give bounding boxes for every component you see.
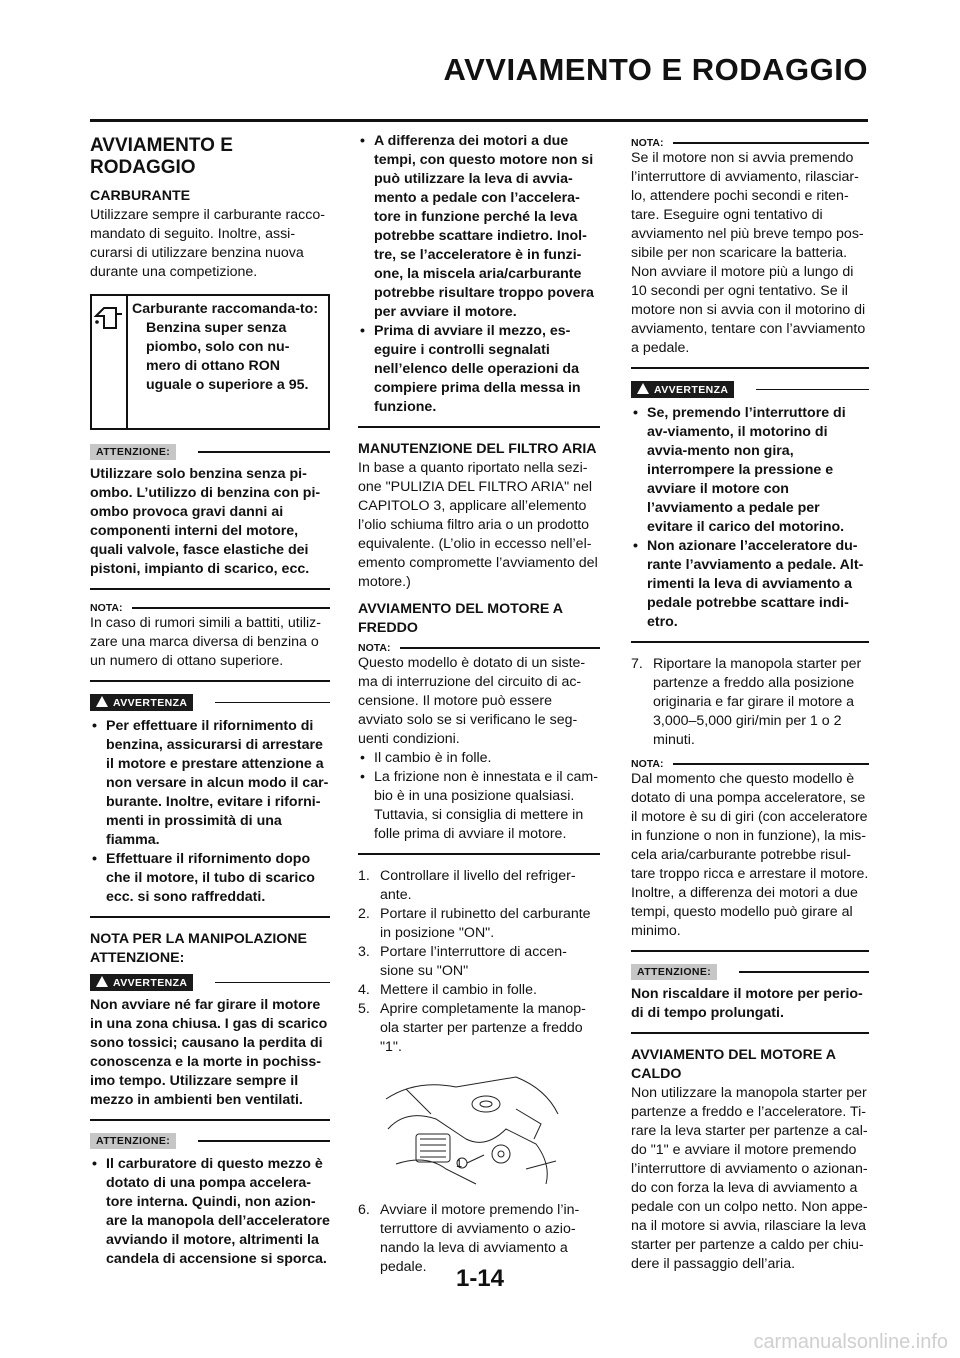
attenzione-label-3: ATTENZIONE: xyxy=(631,964,869,980)
attenzione-label-2: ATTENZIONE: xyxy=(90,1133,330,1149)
fuel-spec-value: Benzina super senza piombo, solo con nu-mero di ottano RON uguale o superiore a 95. xyxy=(146,320,309,393)
caldo-text: Non utilizzare la manopola starter per partenze a freddo e l’acceleratore. Ti-rare la leva starter per partenze a cal-do "1" e avviare il motore premendo l’interruttore di avviamento o azionan-do con forza la leva di avviamento a pedale con un colpo netto. Non appe-na il motore si avvia, rilasciare la leva starter per partenze a caldo per chiu-dere il passaggio dell’aria. xyxy=(631,1085,868,1272)
watermark: carmanualsonline.info xyxy=(753,1331,948,1353)
list-item: • Prima di avviare il mezzo, es-eguire i controlli segnalati nell’elenco delle operazioni da compiere prima della messa in funzione. xyxy=(360,323,581,415)
column-3 xyxy=(631,132,869,1274)
header-rule xyxy=(90,119,868,122)
step-item: 4. Mettere il cambio in folle. xyxy=(358,982,537,998)
carburante-text: Utilizzare sempre il carburante racco-mandato di seguito. Inoltre, assi-curarsi di utilizzare benzina nuova durante una competizione. xyxy=(90,207,325,280)
nota-label-1: NOTA: xyxy=(90,602,330,614)
column-2 xyxy=(358,132,600,1277)
page-number: 1-14 xyxy=(455,1265,505,1292)
list-item: • Il carburatore di questo mezzo è dotato di una pompa accelera-tore interna. Quindi, non azion-are la manopola dell’acceleratore avviando il motore, altrimenti la candela di accensione si sporca. xyxy=(92,1156,330,1267)
fuel-pump-icon xyxy=(92,296,128,428)
attenzione-text-1: Utilizzare solo benzina senza pi-ombo. L’utilizzo di benzina con pi-ombo provoca gravi danni ai componenti interni del motore, quali valvole, fasce elastiche dei pistoni, impianto di scarico, ecc. xyxy=(90,466,321,577)
step-item: 7. Riportare la manopola starter per partenze a freddo alla posizione originaria e far girare il motore a 3,000–5,000 giri/min per 1 o 2 minuti. xyxy=(631,656,862,748)
avvertenza-label-1: AVVERTENZA xyxy=(90,694,330,711)
fuel-spec-box xyxy=(90,294,330,430)
step-item: 1. Controllare il livello del refriger-ante. xyxy=(358,868,576,903)
divider xyxy=(90,680,330,682)
filtro-heading: MANUTENZIONE DEL FILTRO ARIA xyxy=(358,441,597,457)
divider xyxy=(358,426,600,428)
divider xyxy=(90,916,330,918)
nota-label-2: NOTA: xyxy=(358,642,600,654)
list-item: • La frizione non è innestata e il cam-bio è in una posizione qualsiasi. Tuttavia, si consiglia di mettere in folle prima di avviare il motore. xyxy=(360,769,598,842)
avvertenza-label-2: AVVERTENZA xyxy=(90,974,330,991)
column-1 xyxy=(90,132,330,1269)
carburante-heading: CARBURANTE xyxy=(90,188,191,204)
nota-manipolazione-heading: NOTA PER LA MANIPOLAZIONE ATTENZIONE: xyxy=(90,931,308,966)
divider xyxy=(90,1119,330,1121)
divider xyxy=(631,367,869,369)
warning-icon xyxy=(96,976,108,987)
page-header-title: AVVIAMENTO E RODAGGIO xyxy=(443,52,868,87)
carburetor-figure xyxy=(358,1069,600,1189)
avvertenza-text-2: Non avviare né far girare il motore in una zona chiusa. I gas di scarico sono tossici; causano la perdita di conoscenza e la morte in pochiss-imo tempo. Utilizzare sempre il mezzo in ambienti ben ventilati. xyxy=(90,997,328,1108)
list-item: • A differenza dei motori a due tempi, con questo motore non si può utilizzare la leva di avvia-mento a pedale con l’accelera-tore in funzione perché la leva potrebbe scattare indietro. Inol-tre, se l’acceleratore è in funzi-one, la miscela aria/carburante potrebbe risultare troppo povera per avviare il motore. xyxy=(360,133,594,320)
caldo-heading: AVVIAMENTO DEL MOTORE A CALDO xyxy=(631,1047,836,1082)
list-item: • Effettuare il rifornimento dopo che il motore, il tubo di scarico ecc. si sono raffreddati. xyxy=(92,851,315,905)
nota-text-2: Questo modello è dotato di un siste-ma di interruzione del circuito di ac-censione. Il motore può essere avviato solo se si verificano le seg-uenti condizioni. xyxy=(358,655,586,747)
step-item: 3. Portare l’interruttore di accen-sione su "ON" xyxy=(358,944,567,979)
avvertenza-label-3: AVVERTENZA xyxy=(631,381,869,398)
attenzione-label-1: ATTENZIONE: xyxy=(90,444,330,460)
nota-text-3: Se il motore non si avvia premendo l’interruttore di avviamento, rilasciar-lo, attendere pochi secondi e riten-tare. Eseguire ogni tentativo di avviamento nel più breve tempo pos-sibile per non scaricare la batteria. Non avviare il motore più a lungo di 10 secondi per ogni tentativo. Se il motore non si avvia con il motorino di avviamento, tentare con l’avviamento a pedale. xyxy=(631,150,866,356)
attenzione-text-3: Non riscaldare il motore per perio-di di tempo prolungati. xyxy=(631,986,863,1021)
list-item: • Per effettuare il rifornimento di benzina, assicurarsi di arrestare il motore e prestare attenzione a non versare in alcun modo il car-burante. Inoltre, evitare i riforni-menti in prossimità di una fiamma. xyxy=(92,718,329,848)
divider xyxy=(631,950,869,952)
step-item: 5. Aprire completamente la manop-ola starter per partenze a freddo "1". xyxy=(358,1001,586,1055)
list-item: • Il cambio è in folle. xyxy=(360,750,492,766)
nota-text-1: In caso di rumori simili a battiti, utiliz-zare una marca diversa di benzina o un numero di ottano superiore. xyxy=(90,615,322,669)
list-item: • Non azionare l’acceleratore du-rante l’avviamento a pedale. Alt-rimenti la leva di avviamento a pedale potrebbe scattare indi-etro. xyxy=(633,538,864,630)
step-item: 6. Avviare il motore premendo l’in-terruttore di avviamento o azio-nando la leva di avviamento a pedale. xyxy=(358,1202,580,1275)
nota-label-4: NOTA: xyxy=(631,758,869,770)
nota-label-3: NOTA: xyxy=(631,137,869,149)
fuel-spec-label: Carburante raccomanda-to: xyxy=(132,301,319,317)
divider xyxy=(631,641,869,643)
nota-text-4: Dal momento che questo modello è dotato di una pompa acceleratore, se il motore è su di giri (con acceleratore in funzione o non in funzione), la mis-cela aria/carburante potrebbe risul-tare troppo ricca e arrestare il motore. Inoltre, a differenza dei motori a due tempi, questo modello può girare al minimo. xyxy=(631,771,869,939)
figure-callout-1: 1 xyxy=(456,1158,463,1170)
divider xyxy=(631,1032,869,1034)
divider xyxy=(358,853,600,855)
list-item: • Se, premendo l’interruttore di av-viamento, il motorino di avvia-mento non gira, interrompere la pressione e avviare il motore con l’avviamento a pedale per evitare il carico del motorino. xyxy=(633,405,846,535)
warning-icon xyxy=(96,696,108,707)
step-item: 2. Portare il rubinetto del carburante in posizione "ON". xyxy=(358,906,591,941)
section-title: AVVIAMENTO E RODAGGIO xyxy=(90,135,233,178)
divider xyxy=(90,588,330,590)
warning-icon xyxy=(637,383,649,394)
filtro-text: In base a quanto riportato nella sezi-one "PULIZIA DEL FILTRO ARIA" nel CAPITOLO 3, applicare all’elemento l’olio schiuma filtro aria o un prodotto equivalente. (L’olio in eccesso nell’el-emento compromette l’avviamento del motore.) xyxy=(358,460,598,590)
freddo-heading: AVVIAMENTO DEL MOTORE A FREDDO xyxy=(358,601,563,636)
